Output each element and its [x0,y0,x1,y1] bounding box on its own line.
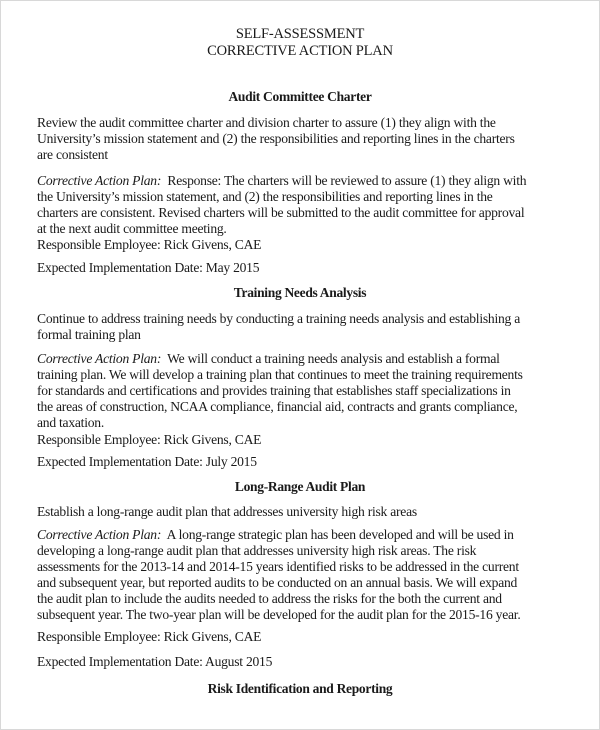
implementation-date: Expected Implementation Date: July 2015 [37,454,257,469]
document-title [0,26,600,60]
title-line: SELF-ASSESSMENT [235,26,365,42]
text-span: A long-range strategic plan has been developed and will be used in [161,527,514,542]
text-line [37,367,577,383]
text-line: Continue to address training needs by conducting a training needs analysis and establishing a [37,311,521,326]
text-line: University’s mission statement and (2) the responsibilities and reporting lines in the charters [37,130,515,146]
title-line: CORRECTIVE ACTION PLAN [207,43,393,59]
text-span: the University’s mission statement, and (2) the responsibilities and reporting lines in the [37,188,493,204]
text-line [37,527,577,543]
corrective-action-paragraph [37,527,577,622]
text-line [37,383,577,399]
corrective-action-label: Corrective Action Plan: [37,527,162,542]
text-line: Establish a long-range audit plan that addresses university high risk areas [37,504,417,519]
section-heading: Risk Identification and Reporting [207,681,393,696]
text-line: formal training plan [37,326,141,342]
text-line [37,399,577,415]
implementation-date: Expected Implementation Date: May 2015 [37,260,260,275]
finding-paragraph [37,311,577,343]
text-span: developing a long-range audit plan that addresses university high risk areas. The risk [37,542,477,558]
responsible-employee: Responsible Employee: Rick Givens, CAE [37,432,262,447]
text-line [37,351,577,367]
responsible-employee: Responsible Employee: Rick Givens, CAE [37,237,262,252]
corrective-action-label: Corrective Action Plan: [37,351,162,366]
corrective-action-paragraph [37,351,577,431]
corrective-action-paragraph [37,173,577,237]
text-line: Review the audit committee charter and division charter to assure (1) they align with the [37,115,496,130]
text-span: charters are consistent. Revised charters will be submitted to the audit committee for approval [37,204,525,220]
text-line [37,543,577,559]
text-line: are consistent [37,146,108,162]
text-span: Response: The charters will be reviewed to assure (1) they align with [161,173,527,188]
finding-paragraph [37,504,577,520]
text-line [37,205,577,221]
text-span: assessments for the 2013-14 and 2014-15 years identified risks to be addressed in the current [37,558,519,574]
text-span: the audit plan to include the audits needed to address the risks for the both the current and [37,590,502,606]
section-heading: Training Needs Analysis [233,285,367,300]
text-span: and subsequent year, but reported audits to be conducted on an annual basis. We will expand [37,574,518,590]
text-span: training plan. We will develop a training plan that continues to meet the training requirements [37,366,523,382]
responsible-employee: Responsible Employee: Rick Givens, CAE [37,629,262,644]
text-span: at the next audit committee meeting. [37,220,227,236]
text-span: for standards and certifications and provides training that establishes staff specializations in [37,382,511,398]
text-span: subsequent year. The two-year plan will be developed for the audit plan for the 2015-16 year. [37,606,521,622]
text-line [37,221,577,237]
finding-paragraph [37,115,577,163]
text-line [37,415,577,431]
text-span: and taxation. [37,414,104,430]
text-span: We will conduct a training needs analysis and establish a formal [161,351,500,366]
text-line [37,189,577,205]
text-line [37,559,577,575]
corrective-action-label: Corrective Action Plan: [37,173,162,188]
section-heading: Audit Committee Charter [228,89,372,104]
text-line [37,607,577,623]
implementation-date: Expected Implementation Date: August 2015 [37,654,273,669]
text-span: the areas of construction, NCAA compliance, financial aid, contracts and grants compliance, [37,398,518,414]
section-heading: Long-Range Audit Plan [234,479,366,494]
text-line [37,575,577,591]
text-line [37,591,577,607]
text-line [37,173,577,189]
